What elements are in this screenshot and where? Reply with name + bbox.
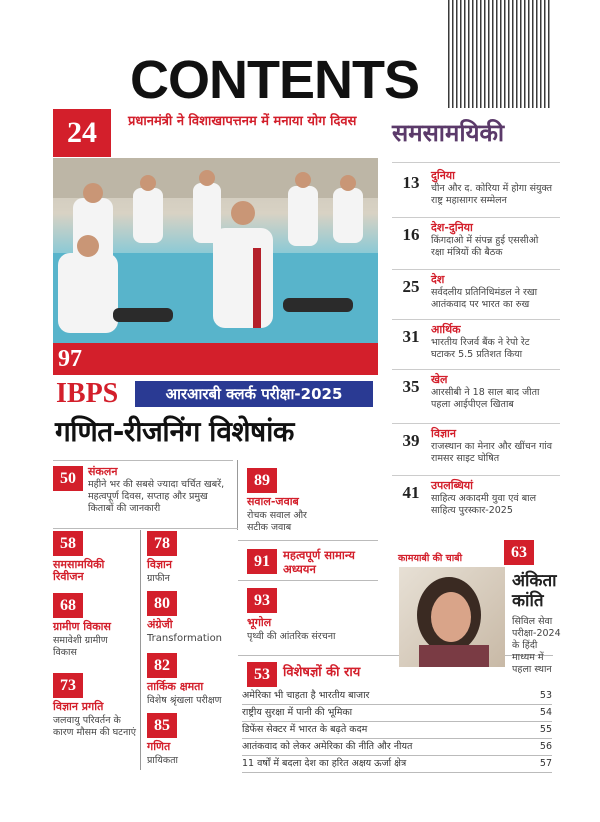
experts-title: विशेषज्ञों की राय <box>283 665 361 680</box>
current-affairs-page-number: 41 <box>402 483 420 502</box>
angrezi-page-number: 80 <box>147 591 177 616</box>
experts-row-page: 55 <box>539 724 552 735</box>
current-affairs-page-number: 35 <box>402 377 420 396</box>
gramin-description: समावेशी ग्रामीण विकास <box>53 635 108 658</box>
current-affairs-description: आरसीबी ने 18 साल बाद जीता पहला आईपीएल खिताब <box>431 387 540 410</box>
current-affairs-page-number: 16 <box>402 225 420 244</box>
feature-title: प्रधानमंत्री ने विशाखापत्तनम में मनाया योग दिवस <box>128 114 357 129</box>
sawal-category: सवाल-जवाब <box>247 495 299 508</box>
current-affairs-category: दुनिया <box>431 169 456 182</box>
success-page-number: 63 <box>504 540 534 565</box>
current-affairs-description: किंगदाओ में संपन्न हुई एससीओ रक्षा मंत्रियों की बैठक <box>431 235 539 258</box>
exam-title: आरआरबी क्लर्क परीक्षा-2025 <box>135 381 373 407</box>
divider <box>392 423 560 424</box>
sawal-page-number: 89 <box>247 468 277 493</box>
yoga-day-photo <box>53 158 378 343</box>
bhugol-category: भूगोल <box>247 616 272 629</box>
banner-page-number: 97 <box>58 346 82 372</box>
samanya-category: महत्वपूर्ण सामान्य अध्ययन <box>283 548 355 576</box>
success-label: कामयाबी की चाबी <box>398 553 463 564</box>
divider <box>392 369 560 370</box>
experts-row-title: अमेरिका भी चाहता है भारतीय बाजार <box>242 690 370 701</box>
divider <box>392 475 560 476</box>
experts-row-page: 57 <box>539 758 552 769</box>
current-affairs-category: खेल <box>431 373 448 386</box>
current-affairs-page-number: 25 <box>402 277 420 296</box>
ganit-description: प्रायिकता <box>147 755 179 766</box>
experts-row-title: 11 वर्षों में बदला देश का हरित अक्षय ऊर्जा क्षेत्र <box>242 758 407 769</box>
vigyan-page-number: 78 <box>147 531 177 556</box>
angrezi-category: अंग्रेजी <box>147 618 173 631</box>
experts-row <box>242 687 552 705</box>
experts-row-title: डिफेंस सेक्टर में भारत के बढ़ते कदम <box>242 724 368 735</box>
experts-row-page: 56 <box>539 741 552 752</box>
vigyan-description: ग्राफीन <box>147 573 170 584</box>
success-name-first: अंकिता <box>512 571 557 591</box>
sankalan-description: महीने भर की सबसे ज्यादा चर्चित खबरें, महत्वपूर्ण दिवस, सप्ताह और प्रमुख किताबों की जानकारी <box>88 479 225 514</box>
current-affairs-description: सर्वदलीय प्रतिनिधिमंडल ने रखा आतंकवाद पर भारत का रुख <box>431 287 538 310</box>
tarkik-description: विशेष श्रृंखला परीक्षण <box>147 695 222 706</box>
success-photo <box>399 567 505 667</box>
experts-page-number: 53 <box>247 662 277 687</box>
ganit-page-number: 85 <box>147 713 177 738</box>
revision-page-number: 58 <box>53 531 83 556</box>
revision-category: समसामयिकी रिवीजन <box>53 558 105 583</box>
experts-row <box>242 738 552 756</box>
gramin-category: ग्रामीण विकास <box>53 620 111 633</box>
tarkik-category: तार्किक क्षमता <box>147 680 204 693</box>
divider <box>392 319 560 320</box>
experts-row <box>242 755 552 773</box>
vigyan-pragati-page-number: 73 <box>53 673 83 698</box>
banner-bar <box>53 343 378 375</box>
sawal-description: रोचक सवाल और सटीक जवाब <box>247 510 307 533</box>
current-affairs-description: भारतीय रिजर्व बैंक ने रेपो रेट घटाकर 5.5 प्रतिशत किया <box>431 337 530 360</box>
samanya-page-number: 91 <box>247 549 277 574</box>
sankalan-page-number: 50 <box>53 466 83 491</box>
current-affairs-category: उपलब्धियां <box>431 479 474 492</box>
decorative-stripes <box>448 0 552 108</box>
bhugol-page-number: 93 <box>247 588 277 613</box>
section-title: समसामयिकी <box>392 118 505 147</box>
ibps-label: IBPS <box>56 378 119 409</box>
vigyan-pragati-category: विज्ञान प्रगति <box>53 700 104 713</box>
bhugol-description: पृथ्वी की आंतरिक संरचना <box>247 631 336 642</box>
tarkik-page-number: 82 <box>147 653 177 678</box>
sankalan-category: संकलन <box>88 465 118 478</box>
current-affairs-category: देश-दुनिया <box>431 221 473 234</box>
experts-row <box>242 704 552 722</box>
experts-row-page: 53 <box>539 690 552 701</box>
current-affairs-page-number: 13 <box>402 173 420 192</box>
divider <box>392 217 560 218</box>
current-affairs-page-number: 31 <box>402 327 420 346</box>
angrezi-description: Transformation <box>147 633 223 644</box>
current-affairs-category: आर्थिक <box>431 323 461 336</box>
experts-row <box>242 721 552 739</box>
special-issue-title: गणित-रीजनिंग विशेषांक <box>55 415 294 448</box>
gramin-page-number: 68 <box>53 593 83 618</box>
vigyan-pragati-description: जलवायु परिवर्तन के कारण मौसम की घटनाएं <box>53 715 136 738</box>
page-title: CONTENTS <box>130 50 419 110</box>
current-affairs-page-number: 39 <box>402 431 420 450</box>
success-name-last: कांति <box>512 591 544 611</box>
experts-row-title: राष्ट्रीय सुरक्षा में पानी की भूमिका <box>242 707 353 718</box>
divider <box>392 269 560 270</box>
success-description: सिविल सेवा परीक्षा-2024 के हिंदी माध्यम में पहला स्थान <box>512 616 561 675</box>
current-affairs-category: विज्ञान <box>431 427 456 440</box>
current-affairs-description: साहित्य अकादमी युवा एवं बाल साहित्य पुरस्कार-2025 <box>431 493 537 516</box>
feature-page-number: 24 <box>53 109 111 157</box>
vigyan-category: विज्ञान <box>147 558 172 571</box>
current-affairs-description: राजस्थान का मेनार और खींचन गांव रामसर साइट घोषित <box>431 441 553 464</box>
experts-row-page: 54 <box>539 707 552 718</box>
current-affairs-description: चीन और द. कोरिया में होगा संयुक्त राष्ट्र महासागर सम्मेलन <box>431 183 553 206</box>
current-affairs-category: देश <box>431 273 445 286</box>
ganit-category: गणित <box>147 740 171 753</box>
experts-row-title: आतंकवाद को लेकर अमेरिका की नीति और नीयत <box>242 741 413 752</box>
